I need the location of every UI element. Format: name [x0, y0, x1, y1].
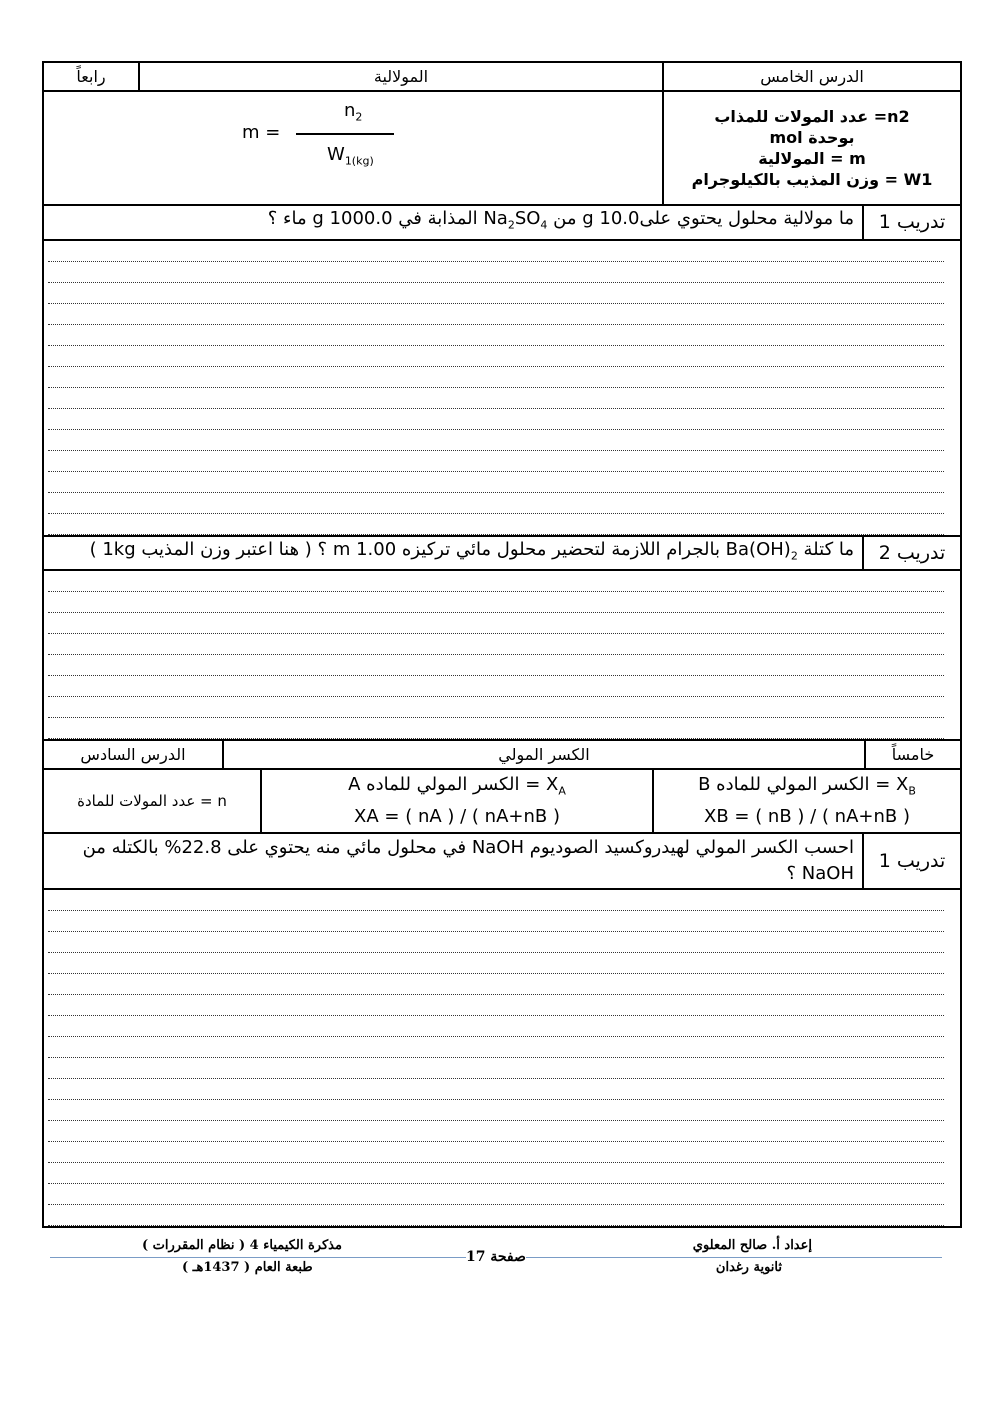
xa-formula: XA = ( nA ) / ( nA+nB )	[354, 806, 560, 828]
lesson6-header-table	[42, 739, 962, 770]
worksheet-table	[42, 61, 962, 92]
exercise1	[42, 204, 962, 741]
xb-formula: XB = ( nB ) / ( nA+nB )	[703, 806, 910, 828]
molality-row	[42, 90, 962, 206]
lesson6-title: الكسر المولي	[223, 740, 865, 769]
n-definition: n = عدد المولات للمادة	[43, 769, 261, 833]
lesson5-header	[43, 62, 961, 91]
def-m: m = المولالية	[758, 149, 866, 168]
exercise1-label: تدريب 1	[863, 205, 961, 240]
formula-denominator: $W_{1(kg)}$	[327, 144, 374, 168]
exercise2	[43, 536, 961, 571]
exercise1-question: ما مولالية محلول يحتوي على10.0 g من $Na_2SO_4$ المذابة في 1000.0 g ماء ؟	[43, 205, 863, 240]
lesson6-header	[43, 740, 961, 769]
molality-definitions	[663, 91, 961, 205]
exercise2-question: ما كتلة $Ba(OH)_2$ بالجرام اللازمة لتحضير محلول مائي تركيزه 1.00 m ؟ ( هنا اعتبر وزن المذيب 1kg )	[43, 536, 863, 571]
def-unit: بوحدة mol	[769, 128, 855, 147]
mole-fraction-row	[42, 768, 962, 834]
lesson5-number: رابعاً	[43, 62, 139, 91]
footer-page: صفحة 17	[466, 1249, 526, 1265]
exercise3-answer-area[interactable]	[43, 889, 961, 1227]
molality-formula	[43, 91, 663, 205]
exercise2-answer-area[interactable]	[43, 570, 961, 740]
def-w1: W1 = وزن المذيب بالكيلوجرام	[691, 170, 933, 189]
xb-definition	[653, 769, 961, 833]
page-footer	[42, 1234, 960, 1284]
worksheet	[42, 61, 960, 1228]
xa-definition	[261, 769, 653, 833]
xa-def-line: $X_A$ = الكسر المولي للماده A	[348, 773, 566, 798]
footer-school: ثانوية رغدان	[715, 1260, 782, 1275]
exercise3	[42, 832, 962, 1228]
footer-book: مذكرة الكيمياء 4 ( نظام المقررات )	[142, 1238, 342, 1253]
lesson6-label: الدرس السادس	[43, 740, 223, 769]
footer-edition: طبعة العام ( 1437هـ )	[182, 1260, 313, 1275]
footer-author: إعداد أ. صالح المعلوي	[692, 1238, 812, 1253]
formula-lhs: m =	[242, 122, 281, 143]
def-n2: n2= عدد المولات للمذاب	[714, 107, 910, 126]
fraction-bar	[296, 133, 394, 135]
exercise2-label: تدريب 2	[863, 536, 961, 571]
lesson5-label: الدرس الخامس	[663, 62, 961, 91]
exercise1-answer-area[interactable]	[43, 240, 961, 536]
xb-def-line: $X_B$ = الكسر المولي للماده B	[698, 773, 916, 798]
exercise3-label: تدريب 1	[863, 833, 961, 889]
lesson6-number: خامساً	[865, 740, 961, 769]
formula-numerator: $n_2$	[344, 100, 363, 124]
exercise3-question: احسب الكسر المولي لهيدروكسيد الصوديوم NaOH في محلول مائي منه يحتوي على 22.8% بالكتله من NaOH ؟	[43, 833, 863, 889]
lesson5-title: المولالية	[139, 62, 663, 91]
